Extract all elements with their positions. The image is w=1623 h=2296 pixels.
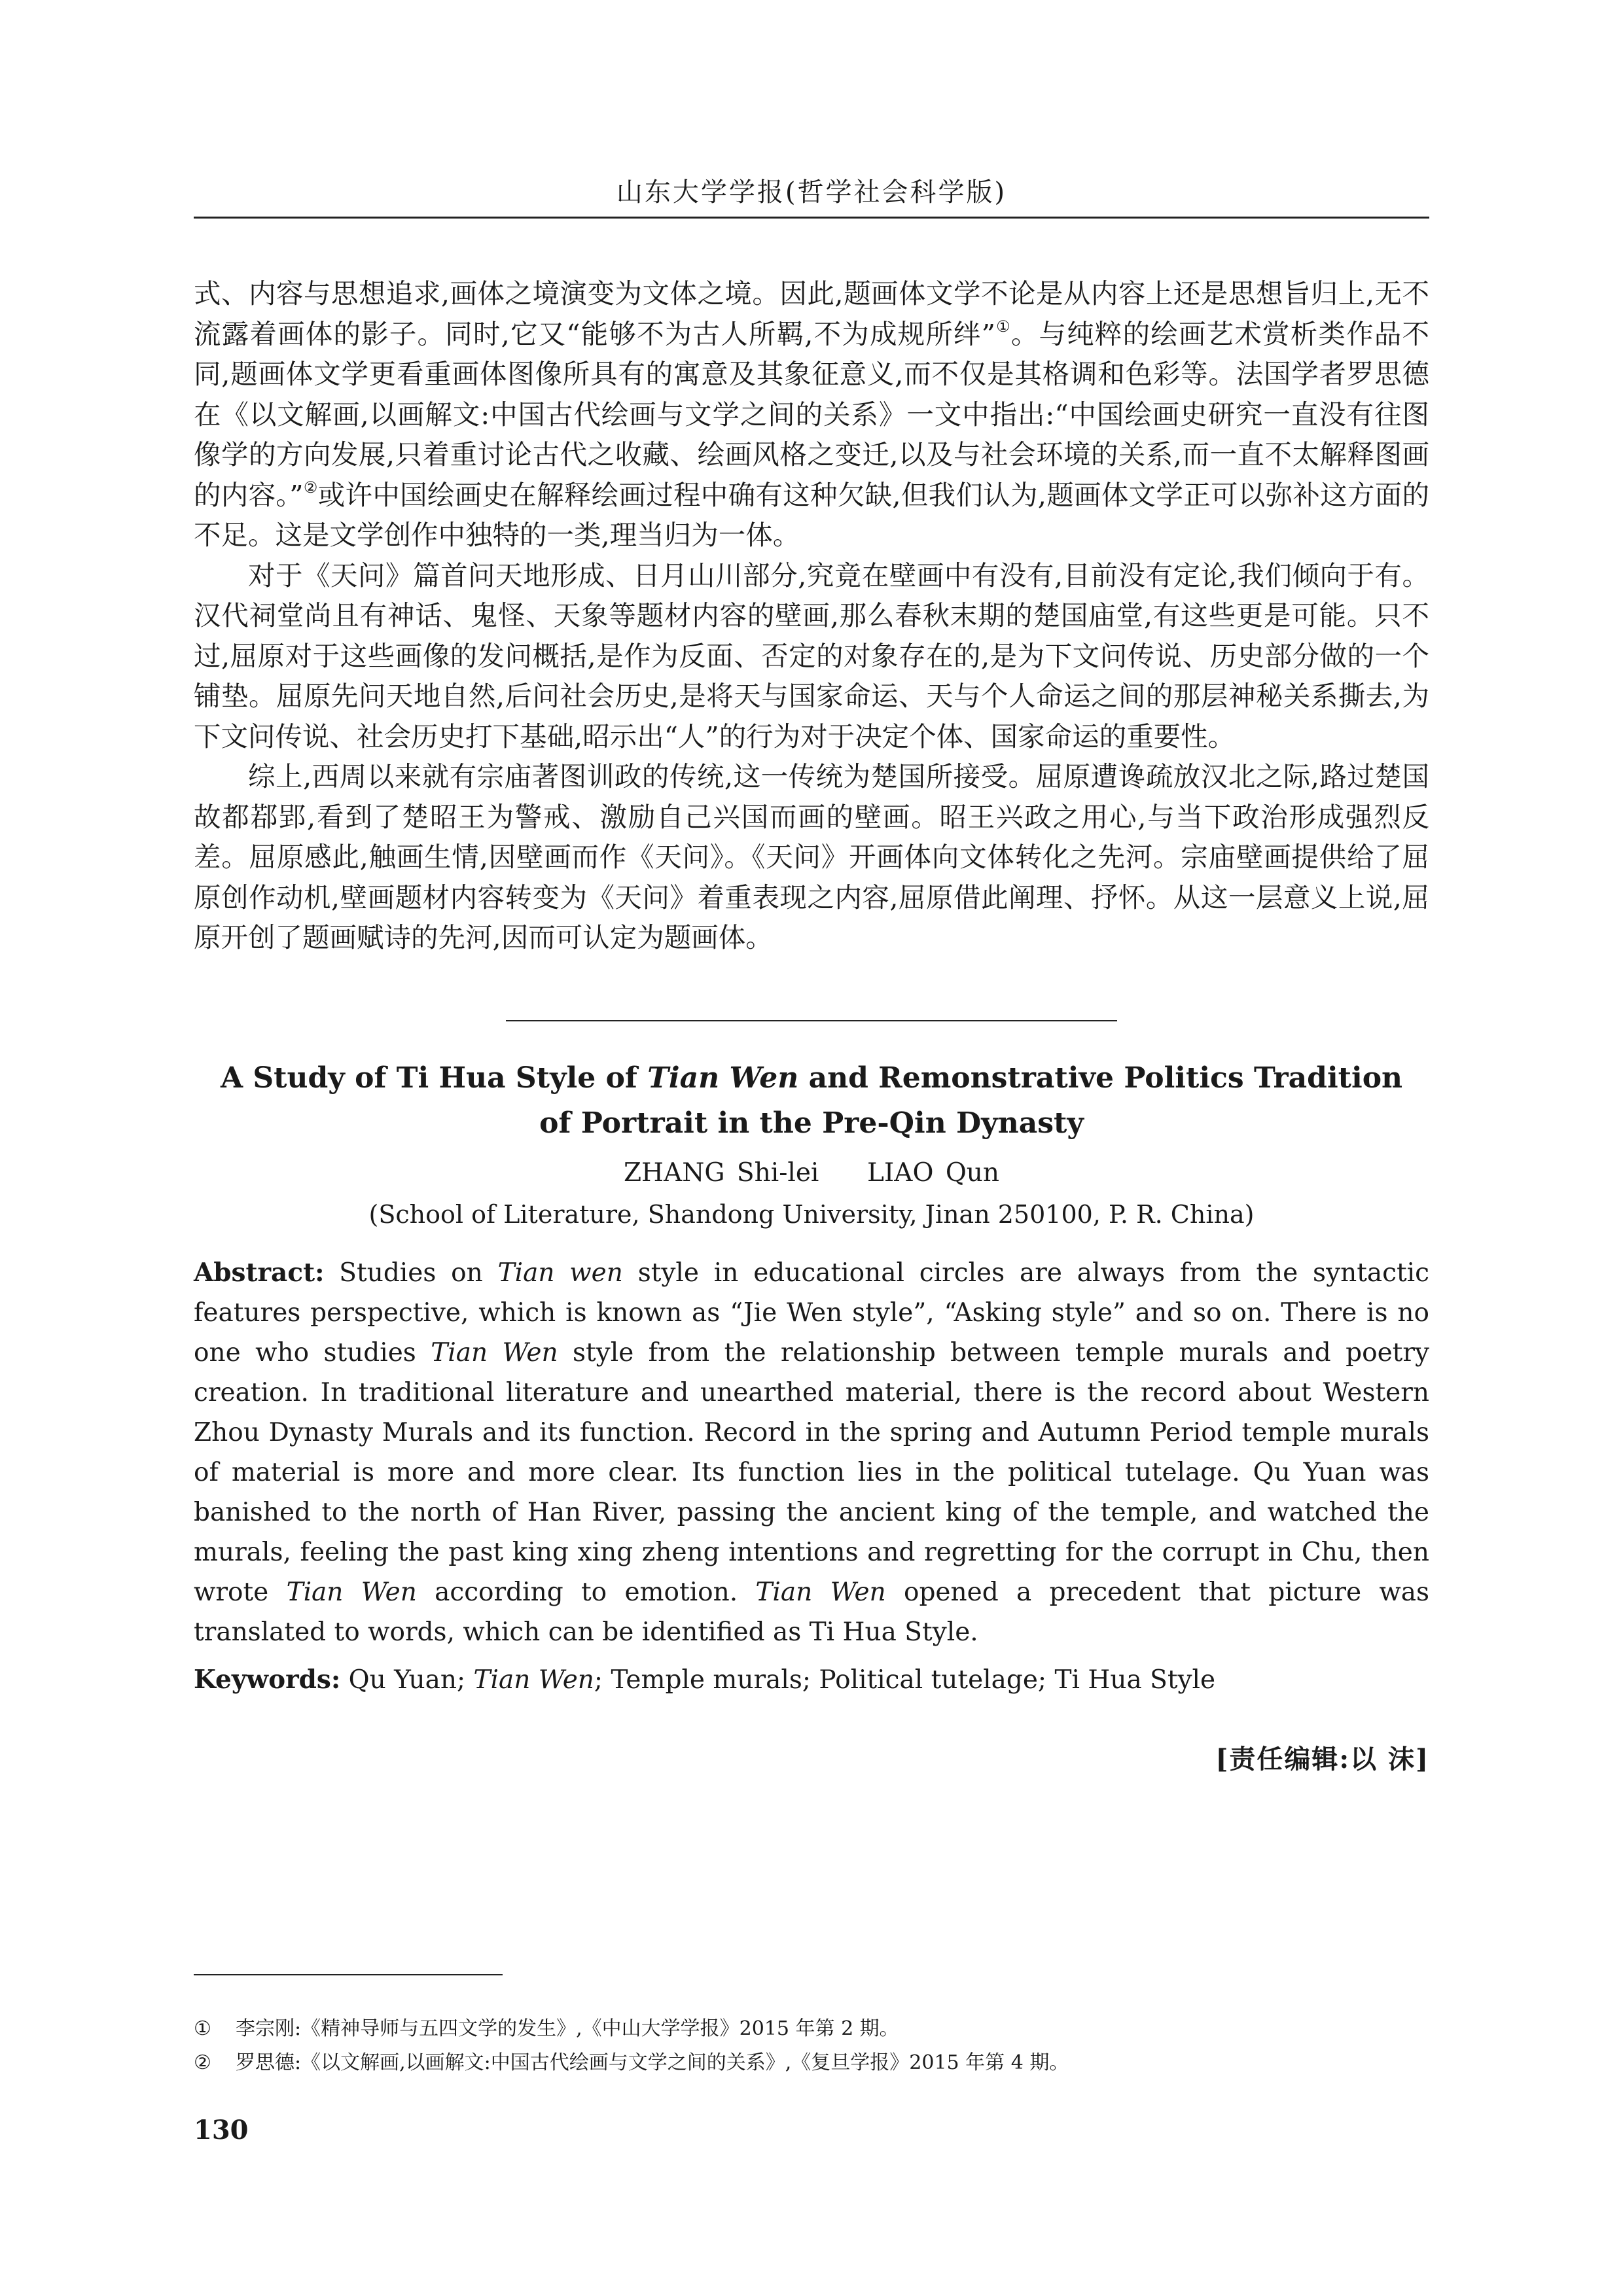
footnote-text: 罗思德:《以文解画,以画解文:中国古代绘画与文学之间的关系》,《复旦学报》2015 年第 4 期。 [236,2051,1069,2074]
english-title-line-2: of Portrait in the Pre-Qin Dynasty [539,1106,1084,1140]
author-2: LIAO Qun [867,1158,1000,1188]
footnote-mark: ① [194,2017,211,2040]
footnote-ref-2[interactable]: ② [303,478,318,497]
authors [194,1158,1429,1188]
footnote-mark: ② [194,2051,211,2074]
footnote-text: 李宗刚:《精神导师与五四文学的发生》,《中山大学学报》2015 年第 2 期。 [236,2017,899,2040]
paragraph-1: 式、内容与思想追求,画体之境演变为文体之境。因此,题画体文学不论是从内容上还是思想旨归上,无不流露着画体的影子。同时,它又“能够不为古人所羁,不为成规所绊”①。与纯粹的绘画艺术赏析类作品不同,题画体文学更看重画体图像所具有的寓意及其象征意义,而不仅是其格调和色彩等。法国学者罗思德在《以文解画,以画解文:中国古代绘画与文学之间的关系》一文中指出:“中国绘画史研究一直没有往图像学的方向发展,只着重讨论古代之收藏、绘画风格之变迁,以及与社会环境的关系,而一直不太解释图画的内容。”②或许中国绘画史在解释绘画过程中确有这种欠缺,但我们认为,题画体文学正可以弥补这方面的不足。这是文学创作中独特的一类,理当归为一体。 [194,277,1430,551]
footnote-1 [194,2012,1429,2041]
responsible-editor: [责任编辑:以 沫] [1215,1744,1429,1775]
english-abstract: Abstract: Studies on Tian wen style in educational circles are always from the syntactic features perspective, which is known as “Jie Wen style”, “Asking style” and so on. There is no one who studies Tian Wen style from the relationship between temple murals and poetry creation. In traditional literature and unearthed material, there is the record about Western Zhou Dynasty Murals and its function. Record in the spring and Autumn Period temple murals of material is more and more clear. Its function lies in the political tutelage. Qu Yuan was banished to the north of Han River, passing the ancient king of the temple, and watched the murals, feeling the past king xing zheng intentions and regretting for the corrupt in Chu, then wrote Tian Wen according to emotion. Tian Wen opened a precedent that picture was translated to words, which can be identified as Ti Hua Style. [194,1258,1430,1647]
english-keywords: Keywords: Qu Yuan; Tian Wen; Temple murals; Political tutelage; Ti Hua Style [194,1665,1216,1695]
paragraph-2: 对于《天问》篇首问天地形成、日月山川部分,究竟在壁画中有没有,目前没有定论,我们倾向于有。汉代祠堂尚且有神话、鬼怪、天象等题材内容的壁画,那么春秋末期的楚国庙堂,有这些更是可能。只不过,屈原对于这些画像的发问概括,是作为反面、否定的对象存在的,是为下文问传说、历史部分做的一个铺垫。屈原先问天地自然,后问社会历史,是将天与国家命运、天与个人命运之间的那层神秘关系撕去,为下文问传说、社会历史打下基础,昭示出“人”的行为对于决定个体、国家命运的重要性。 [194,559,1429,752]
footnote-rule [194,1974,503,1975]
affiliation: (School of Literature, Shandong University, Jinan 250100, P. R. China) [368,1200,1255,1229]
english-title [194,1055,1429,1146]
body-text [194,274,1429,958]
keywords-label: Keywords: [194,1665,341,1695]
header-rule [194,217,1429,219]
abstract-label: Abstract: [194,1258,325,1288]
paragraph-3: 综上,西周以来就有宗庙著图训政的传统,这一传统为楚国所接受。屈原遭谗疏放汉北之际,路过楚国故都鄀郢,看到了楚昭王为警戒、激励自己兴国而画的壁画。昭王兴政之用心,与当下政治形成强烈反差。屈原感此,触画生情,因壁画而作《天问》。《天问》开画体向文体转化之先河。宗庙壁画提供给了屈原创作动机,壁画题材内容转变为《天问》着重表现之内容,屈原借此阐理、抒怀。从这一层意义上说,屈原开创了题画赋诗的先河,因而可认定为题画体。 [194,760,1429,953]
footnote-ref-1[interactable]: ① [995,317,1011,336]
english-title-line-1: A Study of Ti Hua Style of Tian Wen and Remonstrative Politics Tradition [220,1061,1403,1095]
author-1: ZHANG Shi-lei [623,1158,819,1188]
section-separator [506,1020,1117,1021]
footnote-2 [194,2046,1429,2075]
running-header: 山东大学学报(哲学社会科学版) [616,177,1007,207]
page-number: 130 [194,2115,249,2146]
